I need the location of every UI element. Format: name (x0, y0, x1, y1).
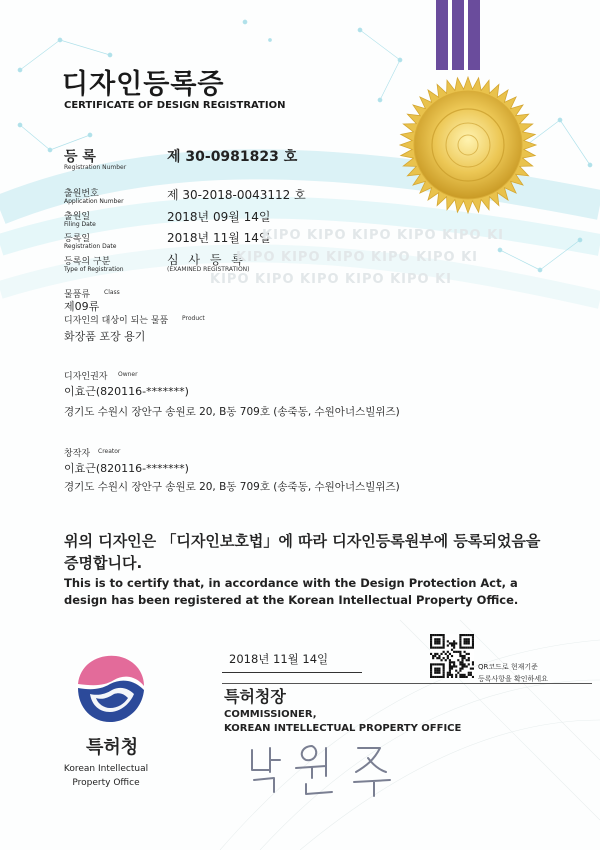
creator-name: 이효근(820116-*******) (64, 462, 189, 475)
application-number-label: 출원번호 (64, 189, 99, 199)
application-number-label-en: Application Number (64, 198, 124, 205)
filing-date-value: 2018년 09월 14일 (167, 210, 271, 224)
kipo-watermark-3: KIPO KIPO KIPO KIPO KIPO KI (210, 272, 452, 287)
product-label-en: Product (182, 315, 205, 322)
registration-number-value: 제 30-0981823 호 (167, 149, 298, 165)
qr-note-line2: 등록사항을 확인하세요 (478, 675, 548, 683)
owner-label: 디자인권자 (64, 372, 108, 382)
commissioner-en-line1: COMMISSIONER, (224, 709, 317, 720)
kipo-watermark-1: KIPO KIPO KIPO KIPO KIPO KI (262, 228, 504, 243)
commissioner-title-en (224, 708, 461, 736)
class-value: 제09류 (64, 300, 100, 313)
product-label: 디자인의 대상이 되는 물품 (64, 316, 169, 326)
certification-statement-ko: 위의 디자인은 「디자인보호법」에 따라 디자인등록원부에 등록되었음을 증명합니다. (64, 532, 541, 572)
kipo-logo-name-en: Korean Intellectual Property Office (63, 764, 149, 788)
registration-type-label: 등록의 구분 (64, 257, 111, 267)
kipo-logo (72, 650, 148, 726)
kipo-watermark-2: KIPO KIPO KIPO KIPO KIPO KI (236, 250, 478, 265)
registration-type-value-en: (EXAMINED REGISTRATION) (167, 266, 250, 273)
certification-statement-en: This is to certify that, in accordance with the Design Protection Act, a design has been registered at the Korean Intellectual Property Office. (64, 576, 519, 607)
commissioner-en-line2: KOREAN INTELLECTUAL PROPERTY OFFICE (224, 723, 462, 734)
issue-date: 2018년 11월 14일 (229, 652, 329, 666)
commissioner-signature (240, 738, 410, 798)
registration-type-value: 심 사 등 록 (167, 253, 246, 267)
kipo-logo-name-ko: 특허청 (86, 737, 139, 758)
filing-date-label: 출원일 (64, 212, 91, 222)
creator-label: 창작자 (64, 449, 91, 459)
owner-address: 경기도 수원시 장안구 송원로 20, B동 709호 (송죽동, 수원아너스빌위즈) (64, 406, 400, 418)
filing-date-label-en: Filing Date (64, 221, 96, 228)
registration-number-label: 등 록 (64, 149, 96, 165)
issue-date-underline (222, 672, 362, 673)
class-label-en: Class (104, 289, 120, 296)
owner-name: 이효근(820116-*******) (64, 385, 189, 398)
qr-code-note (478, 661, 548, 685)
application-number-value: 제 30-2018-0043112 호 (167, 188, 306, 202)
product-value: 화장품 포장 용기 (64, 330, 146, 343)
registration-date-label-en: Registration Date (64, 243, 117, 250)
gold-seal (395, 0, 545, 220)
class-label: 물품류 (64, 290, 91, 300)
qr-note-line1: QR코드로 현재기준 (478, 663, 538, 671)
registration-date-value: 2018년 11월 14일 (167, 231, 271, 245)
registration-number-label-en: Registration Number (64, 164, 127, 171)
owner-label-en: Owner (118, 371, 138, 378)
registration-type-label-en: Type of Registration (64, 266, 124, 273)
creator-address: 경기도 수원시 장안구 송원로 20, B동 709호 (송죽동, 수원아너스빌위즈) (64, 481, 400, 493)
certificate-title-en: CERTIFICATE OF DESIGN REGISTRATION (64, 100, 286, 111)
certificate-title-ko: 디자인등록증 (62, 69, 225, 100)
creator-label-en: Creator (98, 448, 121, 455)
registration-date-label: 등록일 (64, 234, 91, 244)
commissioner-title-ko: 특허청장 (224, 687, 286, 706)
qr-code[interactable] (430, 634, 474, 678)
